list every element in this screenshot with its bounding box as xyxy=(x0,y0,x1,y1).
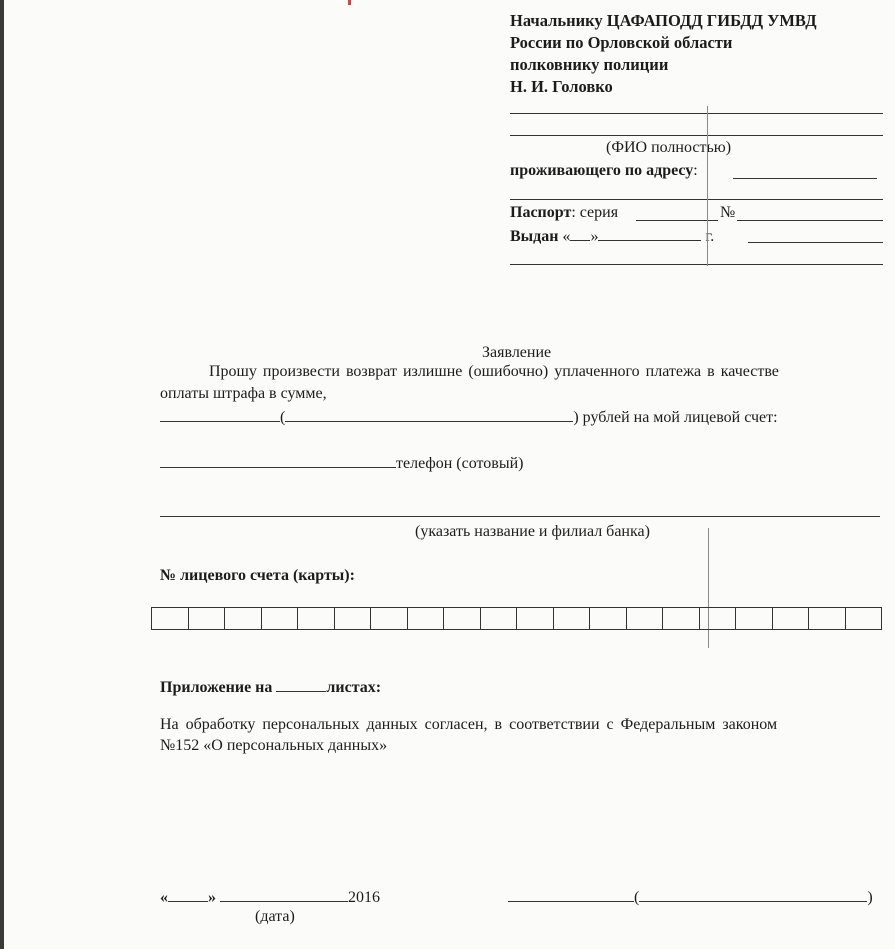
issued-quote-close: » xyxy=(590,228,599,245)
address-row xyxy=(510,162,698,180)
address-line-1 xyxy=(733,178,877,179)
address-line-2 xyxy=(510,199,883,200)
issued-year-label: г. xyxy=(705,228,715,245)
account-digit-cell[interactable] xyxy=(152,608,189,629)
date-day-line xyxy=(168,887,208,902)
issued-label: Выдан xyxy=(510,228,559,245)
date-quote-close: » xyxy=(208,889,216,906)
amount-digits-line xyxy=(160,407,280,422)
fio-caption: (ФИО полностью) xyxy=(606,139,732,156)
date-year: 2016 xyxy=(348,889,380,906)
attachment-suffix: листах: xyxy=(326,679,382,696)
date-quote-open: « xyxy=(160,889,168,906)
request-line-2: оплаты штрафа в сумме, xyxy=(160,385,327,402)
account-digit-cell[interactable] xyxy=(298,608,335,629)
address-colon: : xyxy=(693,162,698,179)
date-month-line xyxy=(220,887,348,902)
account-digit-cell[interactable] xyxy=(809,608,846,629)
account-digit-cell[interactable] xyxy=(408,608,445,629)
passport-label: Паспорт xyxy=(510,204,572,221)
account-digit-cell[interactable] xyxy=(517,608,554,629)
account-digit-cell[interactable] xyxy=(663,608,700,629)
account-digit-cell[interactable] xyxy=(736,608,773,629)
issued-by-line-1 xyxy=(748,242,883,243)
account-label: № лицевого счета (карты): xyxy=(160,567,355,584)
account-digit-cell[interactable] xyxy=(773,608,810,629)
issued-row xyxy=(510,226,714,246)
account-digit-cell[interactable] xyxy=(225,608,262,629)
account-digit-cell[interactable] xyxy=(590,608,627,629)
account-digit-cell[interactable] xyxy=(335,608,372,629)
amount-words-line xyxy=(285,407,573,422)
bank-line xyxy=(160,516,880,517)
account-digit-cell[interactable] xyxy=(627,608,664,629)
account-digit-cell[interactable] xyxy=(371,608,408,629)
account-digit-cell[interactable] xyxy=(700,608,737,629)
addressee-line-1: Начальнику ЦАФАПОДД ГИБДД УМВД xyxy=(510,11,817,30)
addressee-line-2: России по Орловской области xyxy=(510,33,733,52)
account-digit-cell[interactable] xyxy=(189,608,226,629)
phone-line xyxy=(160,453,396,468)
account-digit-cell[interactable] xyxy=(481,608,518,629)
date-caption: (дата) xyxy=(255,908,295,925)
account-digit-cell[interactable] xyxy=(444,608,481,629)
bank-caption: (указать название и филиал банка) xyxy=(415,523,650,540)
addressee-name: Н. И. Головко xyxy=(510,77,613,96)
address-label: проживающего по адресу xyxy=(510,162,694,179)
fio-line-2 xyxy=(510,135,883,136)
issued-by-line-2 xyxy=(510,264,883,265)
consent-line-1: На обработку персональных данных согласен, в соответствии с Федеральным законом xyxy=(160,716,778,733)
fio-line-1 xyxy=(510,113,883,114)
passport-series-line xyxy=(636,220,718,221)
account-digit-cell[interactable] xyxy=(846,608,883,629)
phone-row xyxy=(160,453,524,473)
signature-close-paren: ) xyxy=(867,889,873,906)
passport-row xyxy=(510,204,618,222)
attachment-row xyxy=(160,677,381,697)
scan-mark xyxy=(348,0,351,5)
signature-open-paren: ( xyxy=(634,889,640,906)
signature-name-line xyxy=(639,887,867,902)
consent-line-2: №152 «О персональных данных» xyxy=(160,737,388,754)
attachment-prefix: Приложение на xyxy=(160,679,277,696)
fold-line-top xyxy=(707,106,708,266)
phone-label: телефон (сотовый) xyxy=(396,455,524,472)
account-digit-cell[interactable] xyxy=(554,608,591,629)
date-row xyxy=(160,887,380,907)
document-title: Заявление xyxy=(482,344,552,361)
passport-number-line xyxy=(737,220,883,221)
amount-suffix: ) рублей на мой лицевой счет: xyxy=(573,409,778,426)
passport-series-label: : серия xyxy=(571,204,619,221)
addressee-line-3: полковнику полиции xyxy=(510,55,669,74)
amount-open-paren: ( xyxy=(280,409,286,426)
amount-row xyxy=(160,407,778,427)
issued-month-line xyxy=(598,226,701,241)
passport-number-label: № xyxy=(720,204,736,221)
account-digit-cell[interactable] xyxy=(262,608,299,629)
account-number-grid[interactable] xyxy=(151,607,882,630)
scan-edge xyxy=(0,0,4,949)
fold-line-bottom xyxy=(708,528,709,648)
issued-day-line xyxy=(570,226,590,241)
issued-quote-open: « xyxy=(558,228,571,245)
signature-row xyxy=(508,887,873,907)
attachment-count-line xyxy=(276,677,326,692)
request-line-1: Прошу произвести возврат излишне (ошибочно) уплаченного платежа в качестве xyxy=(209,363,779,380)
signature-line xyxy=(508,887,634,902)
